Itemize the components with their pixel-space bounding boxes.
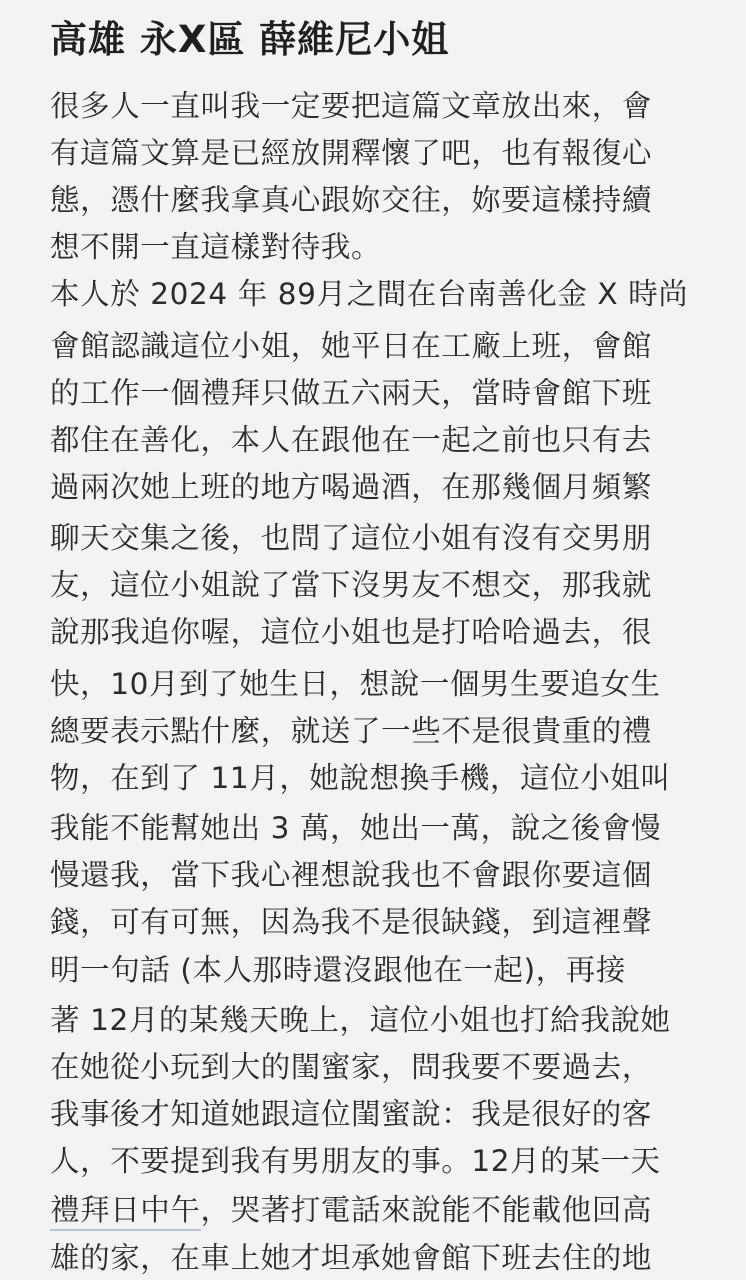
article-title: 高雄 永X區 薛維尼小姐 <box>50 18 450 61</box>
article-line: 很多人一直叫我一定要把這篇文章放出來，會 <box>50 89 653 123</box>
article-line: 人，不要提到我有男朋友的事。12月的某一天 <box>50 1144 661 1178</box>
article-line: 雄的家，在車上她才坦承她會館下班去住的地 <box>50 1241 653 1275</box>
article-line: 我事後才知道她跟這位閨蜜說：我是很好的客 <box>50 1097 653 1131</box>
article-line: 過兩次她上班的地方喝過酒，在那幾個月頻繁 <box>50 470 653 504</box>
article-line: 慢還我，當下我心裡想說我也不會跟你要這個 <box>50 858 653 892</box>
article-line: 快，10月到了她生日，想說一個男生要追女生 <box>50 667 661 701</box>
article-line: 物，在到了 11月，她說想換手機，這位小姐叫 <box>50 761 671 795</box>
article-line: 我能不能幫她出 3 萬，她出一萬，說之後會慢 <box>50 811 662 845</box>
article-line: 總要表示點什麼，就送了一些不是很貴重的禮 <box>50 714 653 748</box>
article-line: 聊天交集之後，也問了這位小姐有沒有交男朋 <box>50 521 653 555</box>
article-line: 有這篇文算是已經放開釋懷了吧，也有報復心 <box>50 136 653 170</box>
article-line: 想不開一直這樣對待我。 <box>50 230 382 264</box>
article-line: 都住在善化，本人在跟他在一起之前也只有去 <box>50 423 653 457</box>
article-line: 態，憑什麼我拿真心跟妳交往，妳要這樣持續 <box>50 183 653 217</box>
article-line <box>50 1190 652 1230</box>
article-line: 會館認識這位小姐，她平日在工廠上班，會館 <box>50 329 653 363</box>
article-line: 的工作一個禮拜只做五六兩天，當時會館下班 <box>50 376 653 410</box>
article-line: 本人於 2024 年 89月之間在台南善化金 X 時尚 <box>50 277 689 311</box>
article-line: 錢，可有可無，因為我不是很缺錢，到這裡聲 <box>50 905 653 939</box>
article-line: 在她從小玩到大的閨蜜家，問我要不要過去， <box>50 1050 653 1084</box>
line-continuation: ，哭著打電話來說能不能載他回高 <box>200 1193 653 1227</box>
underlined-phrase: 禮拜日中午 <box>50 1193 201 1231</box>
article-line: 友，這位小姐說了當下沒男友不想交，那我就 <box>50 568 653 602</box>
article-line: 明一句話 (本人那時還沒跟他在一起)，再接 <box>50 953 626 987</box>
article-line: 說那我追你喔，這位小姐也是打哈哈過去，很 <box>50 615 653 649</box>
article-line: 著 12月的某幾天晚上，這位小姐也打給我說她 <box>50 1003 671 1037</box>
